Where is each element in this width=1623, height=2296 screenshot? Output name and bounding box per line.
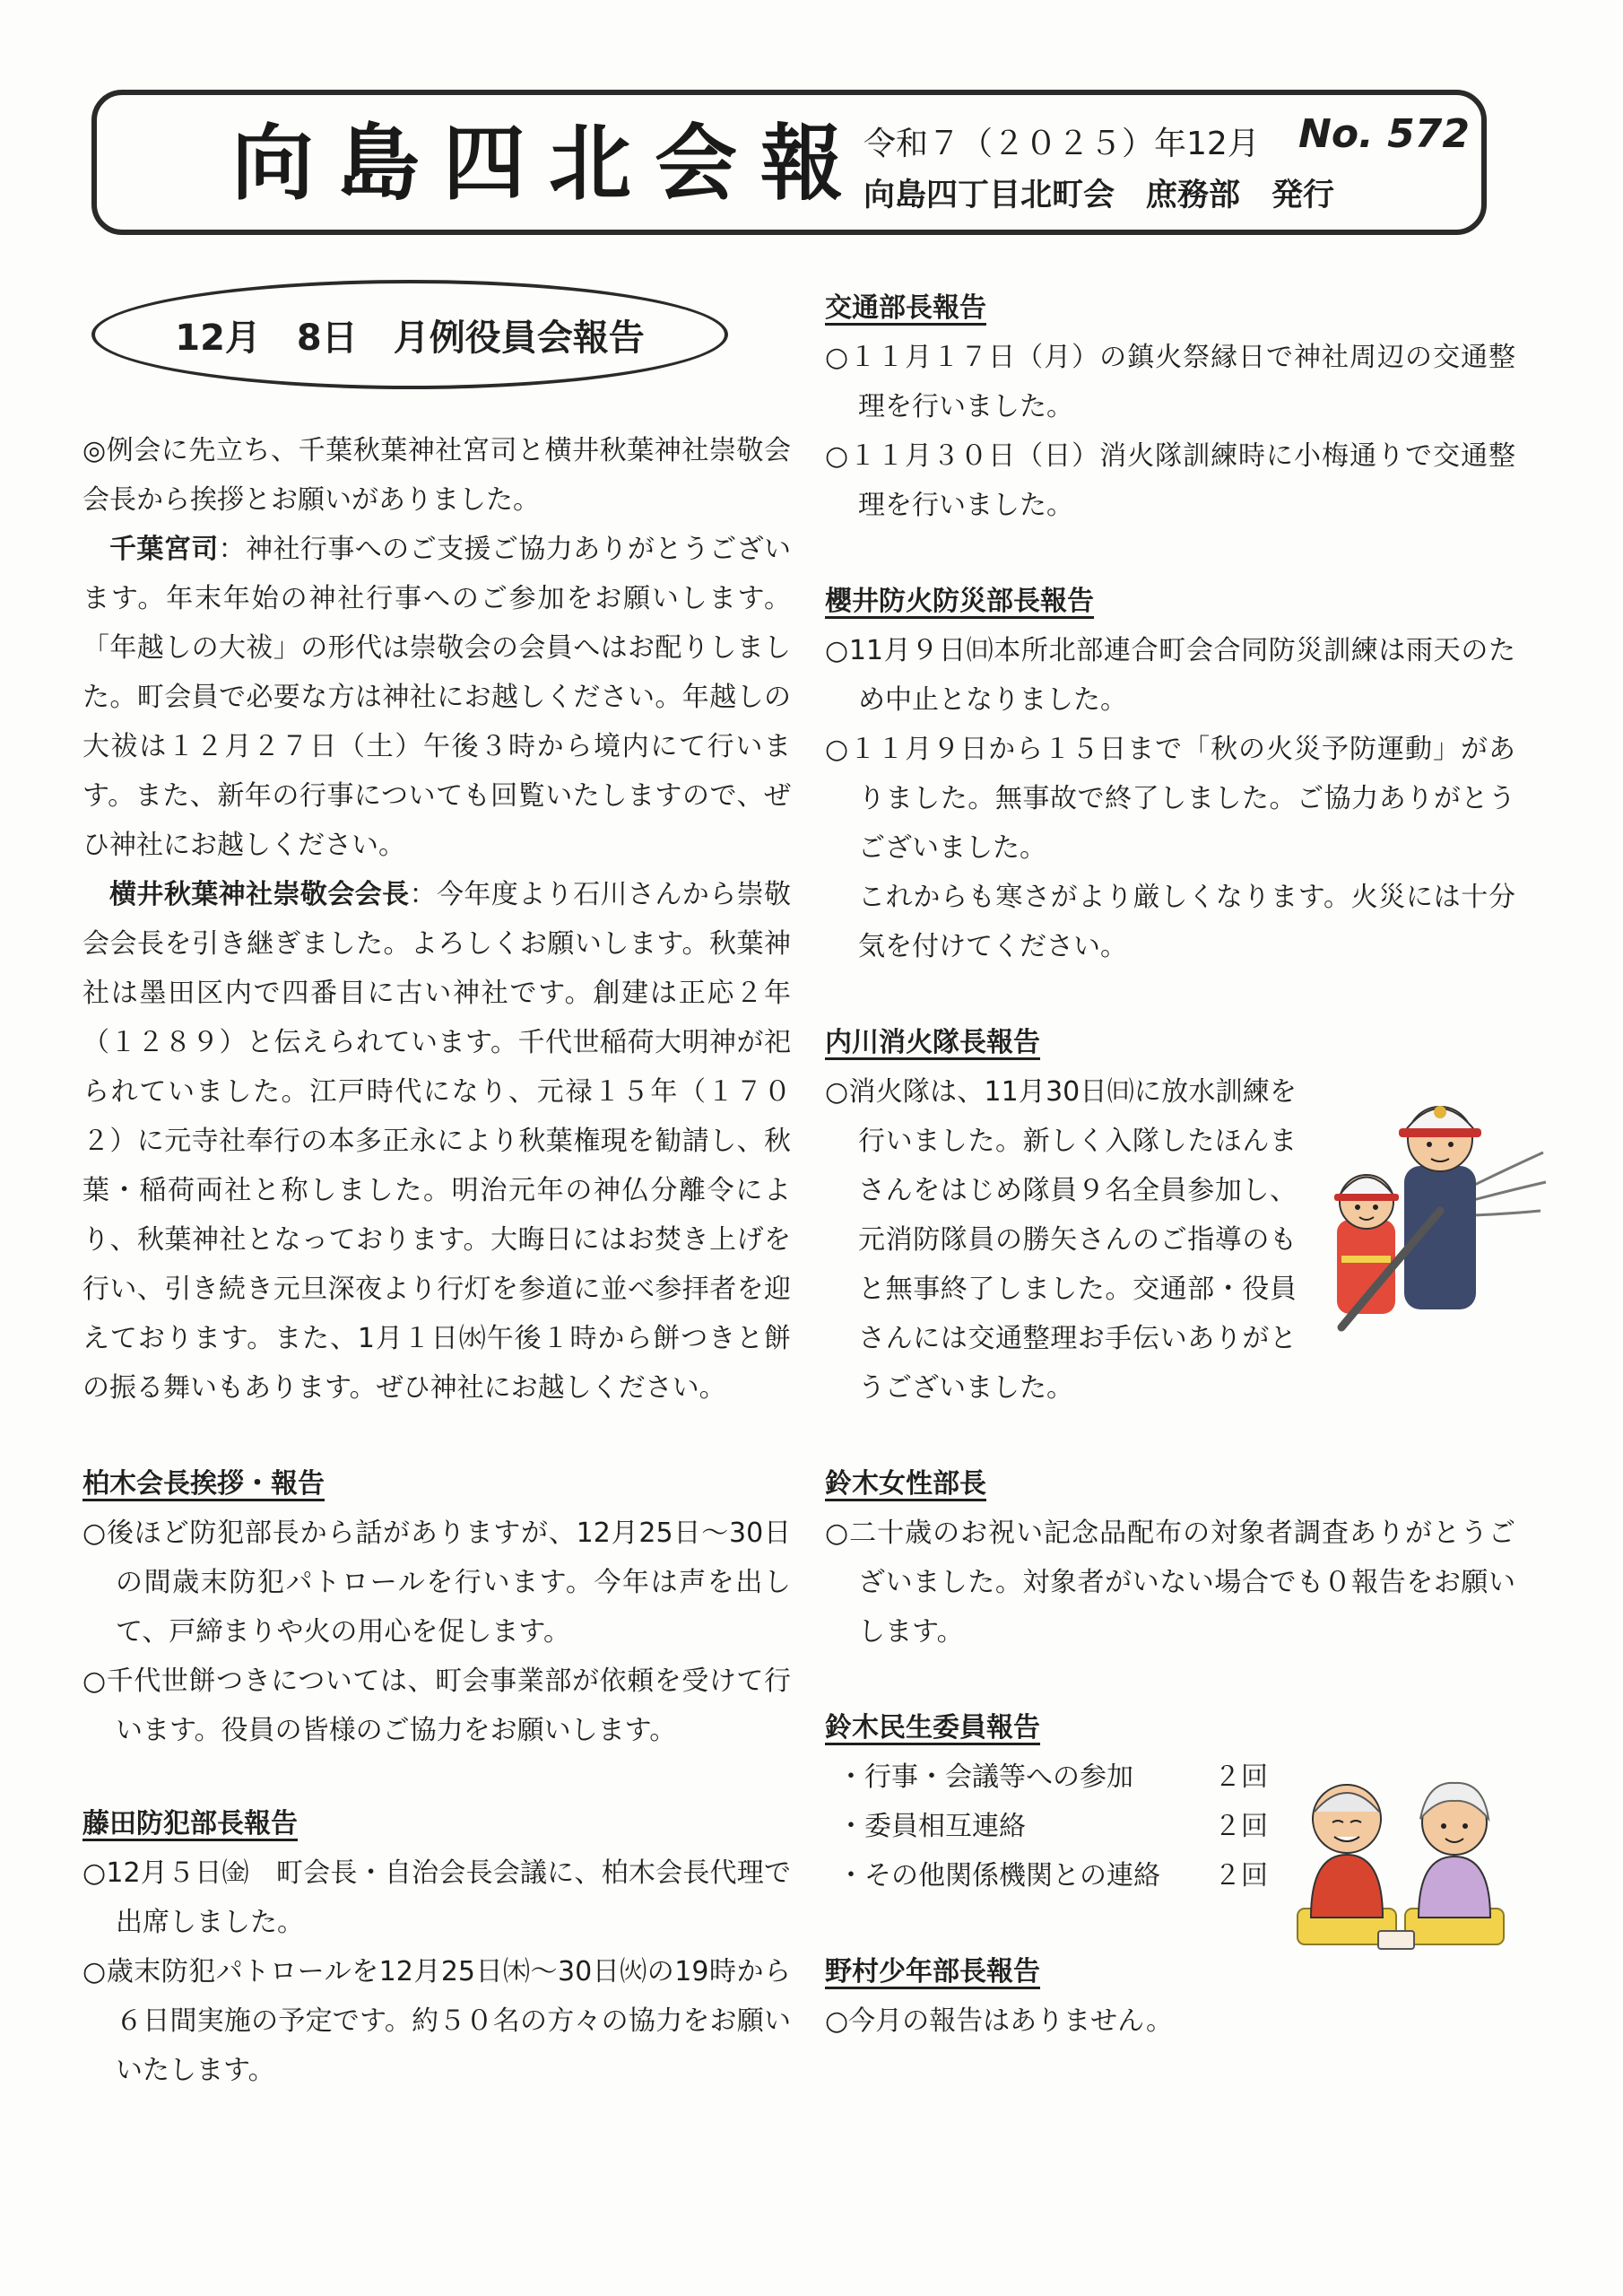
chiba-paragraph xyxy=(82,525,791,870)
yokoi-name: 横井秋葉神社崇敬会会長 xyxy=(109,879,410,910)
welfare-stat-row xyxy=(825,1802,1268,1851)
sakurai-heading: 櫻井防火防災部長報告 xyxy=(825,586,1094,617)
traffic-heading: 交通部長報告 xyxy=(825,292,986,324)
sakurai-item-2: ○１１月９日から１５日まで「秋の火災予防運動」がありました。無事故で終了しました。ご協力ありがとうございました。 xyxy=(825,734,1515,864)
yokoi-text: ：今年度より石川さんから崇敬会会長を引き継ぎました。よろしくお願いします。秋葉神社は墨田区内で四番目に古い神社です。創建は正応２年（１２８９）と伝えられています。千代世稲荷大明神が祀られていました。江戸時代になり、元禄１５年（１７０２）に元寺社奉行の本多正永により秋葉権現を勧請し、秋葉・稲荷両社と称しました。明治元年の神仏分離令により、秋葉神社となっております。大晦日にはお焚き上げを行い、引き続き元旦深夜より行灯を参道に並べ参拝者を迎えております。また、1月１日㈬午後１時から餅つきと餅の振る舞いもあります。ぜひ神社にお越しください。 xyxy=(82,879,792,1404)
issue-number: No. 572 xyxy=(1298,111,1470,157)
left-column xyxy=(82,426,791,2095)
uchikawa-item: ○消火隊は、11月30日㈰に放水訓練を行いました。新しく入隊したほんまさんをはじめ隊員９名全員参加し、元消防隊員の勝矢さんのご指導のもと無事終了しました。交通部・役員さんには交通整理お手伝いありがとうございました。 xyxy=(825,1076,1297,1404)
welfare-stat-count: ２回 xyxy=(1214,1761,1268,1793)
suzuki-women-item: ○二十歳のお祝い記念品配布の対象者調査ありがとうございました。対象者がいない場合でも０報告をお願いします。 xyxy=(825,1518,1515,1648)
section-title: 12月 8日 月例役員会報告 xyxy=(175,317,645,359)
suzuki-women-heading: 鈴木女性部長 xyxy=(825,1468,986,1500)
masthead xyxy=(91,90,1487,235)
sakurai-item-1: ○11月９日㈰本所北部連合町会合同防災訓練は雨天のため中止となりました。 xyxy=(825,635,1515,716)
uchikawa-heading: 内川消火隊長報告 xyxy=(825,1027,1040,1058)
fujita-item-1: ○12月５日㈮ 町会長・自治会長会議に、柏木会長代理で出席しました。 xyxy=(82,1857,791,1938)
uchikawa-block xyxy=(825,1067,1515,1413)
suzuki-welfare-heading: 鈴木民生委員報告 xyxy=(825,1712,1040,1744)
publisher-line: 向島四丁目北町会 庶務部 発行 xyxy=(864,178,1335,213)
elderly-couple-illustration-icon xyxy=(1293,1756,1508,1955)
fujita-item-2: ○歳末防犯パトロールを12月25日㈭～30日㈫の19時から６日間実施の予定です。約５０名の方々の協力をお願いいたします。 xyxy=(82,1956,791,2086)
welfare-stat-label: ・行事・会議等への参加 xyxy=(838,1761,1133,1793)
kashiwagi-heading: 柏木会長挨拶・報告 xyxy=(82,1468,325,1500)
kashiwagi-item-2: ○千代世餅つきについては、町会事業部が依頼を受けて行います。役員の皆様のご協力をお願いします。 xyxy=(82,1665,791,1746)
welfare-stat-row xyxy=(825,1752,1268,1802)
welfare-stat-count: ２回 xyxy=(1214,1860,1268,1892)
fujita-heading: 藤田防犯部長報告 xyxy=(82,1808,298,1839)
nomura-heading: 野村少年部長報告 xyxy=(825,1956,1040,1987)
welfare-stat-row xyxy=(825,1851,1268,1900)
firefighter-illustration-icon xyxy=(1306,1067,1548,1336)
welfare-stat-label: ・その他関係機関との連絡 xyxy=(838,1860,1160,1892)
welfare-stat-label: ・委員相互連絡 xyxy=(838,1811,1026,1842)
traffic-item-2: ○１１月３０日（日）消火隊訓練時に小梅通りで交通整理を行いました。 xyxy=(825,440,1515,521)
section-title-oval xyxy=(91,280,728,389)
traffic-item-1: ○１１月１７日（月）の鎮火祭縁日で神社周辺の交通整理を行いました。 xyxy=(825,342,1515,422)
issue-date: 令和７（２０２５）年12月 xyxy=(864,126,1260,162)
intro-paragraph: ◎例会に先立ち、千葉秋葉神社宮司と横井秋葉神社崇敬会会長から挨拶とお願いがありました。 xyxy=(82,435,791,516)
welfare-stat-count: ２回 xyxy=(1214,1811,1268,1842)
kashiwagi-item-1: ○後ほど防犯部長から話がありますが、12月25日～30日の間歳末防犯パトロールを行います。今年は声を出して、戸締まりや火の用心を促します。 xyxy=(82,1518,791,1648)
chiba-text: ：神社行事へのご支援ご協力ありがとうございます。年末年始の神社行事へのご参加をお願いします。「年越しの大祓」の形代は崇敬会の会員へはお配りしました。町会員で必要な方は神社にお越しください。年越しの大祓は１２月２７日（土）午後３時から境内にて行います。また、新年の行事についても回覧いたしますので、ぜひ神社にお越しください。 xyxy=(82,534,792,861)
nomura-item: ○今月の報告はありません。 xyxy=(825,2005,1173,2037)
newsletter-title: 向島四北会報 xyxy=(231,116,867,212)
chiba-name: 千葉宮司 xyxy=(109,534,219,565)
yokoi-paragraph xyxy=(82,870,791,1413)
sakurai-extra: これからも寒さがより厳しくなります。火災には十分気を付けてください。 xyxy=(858,882,1515,962)
